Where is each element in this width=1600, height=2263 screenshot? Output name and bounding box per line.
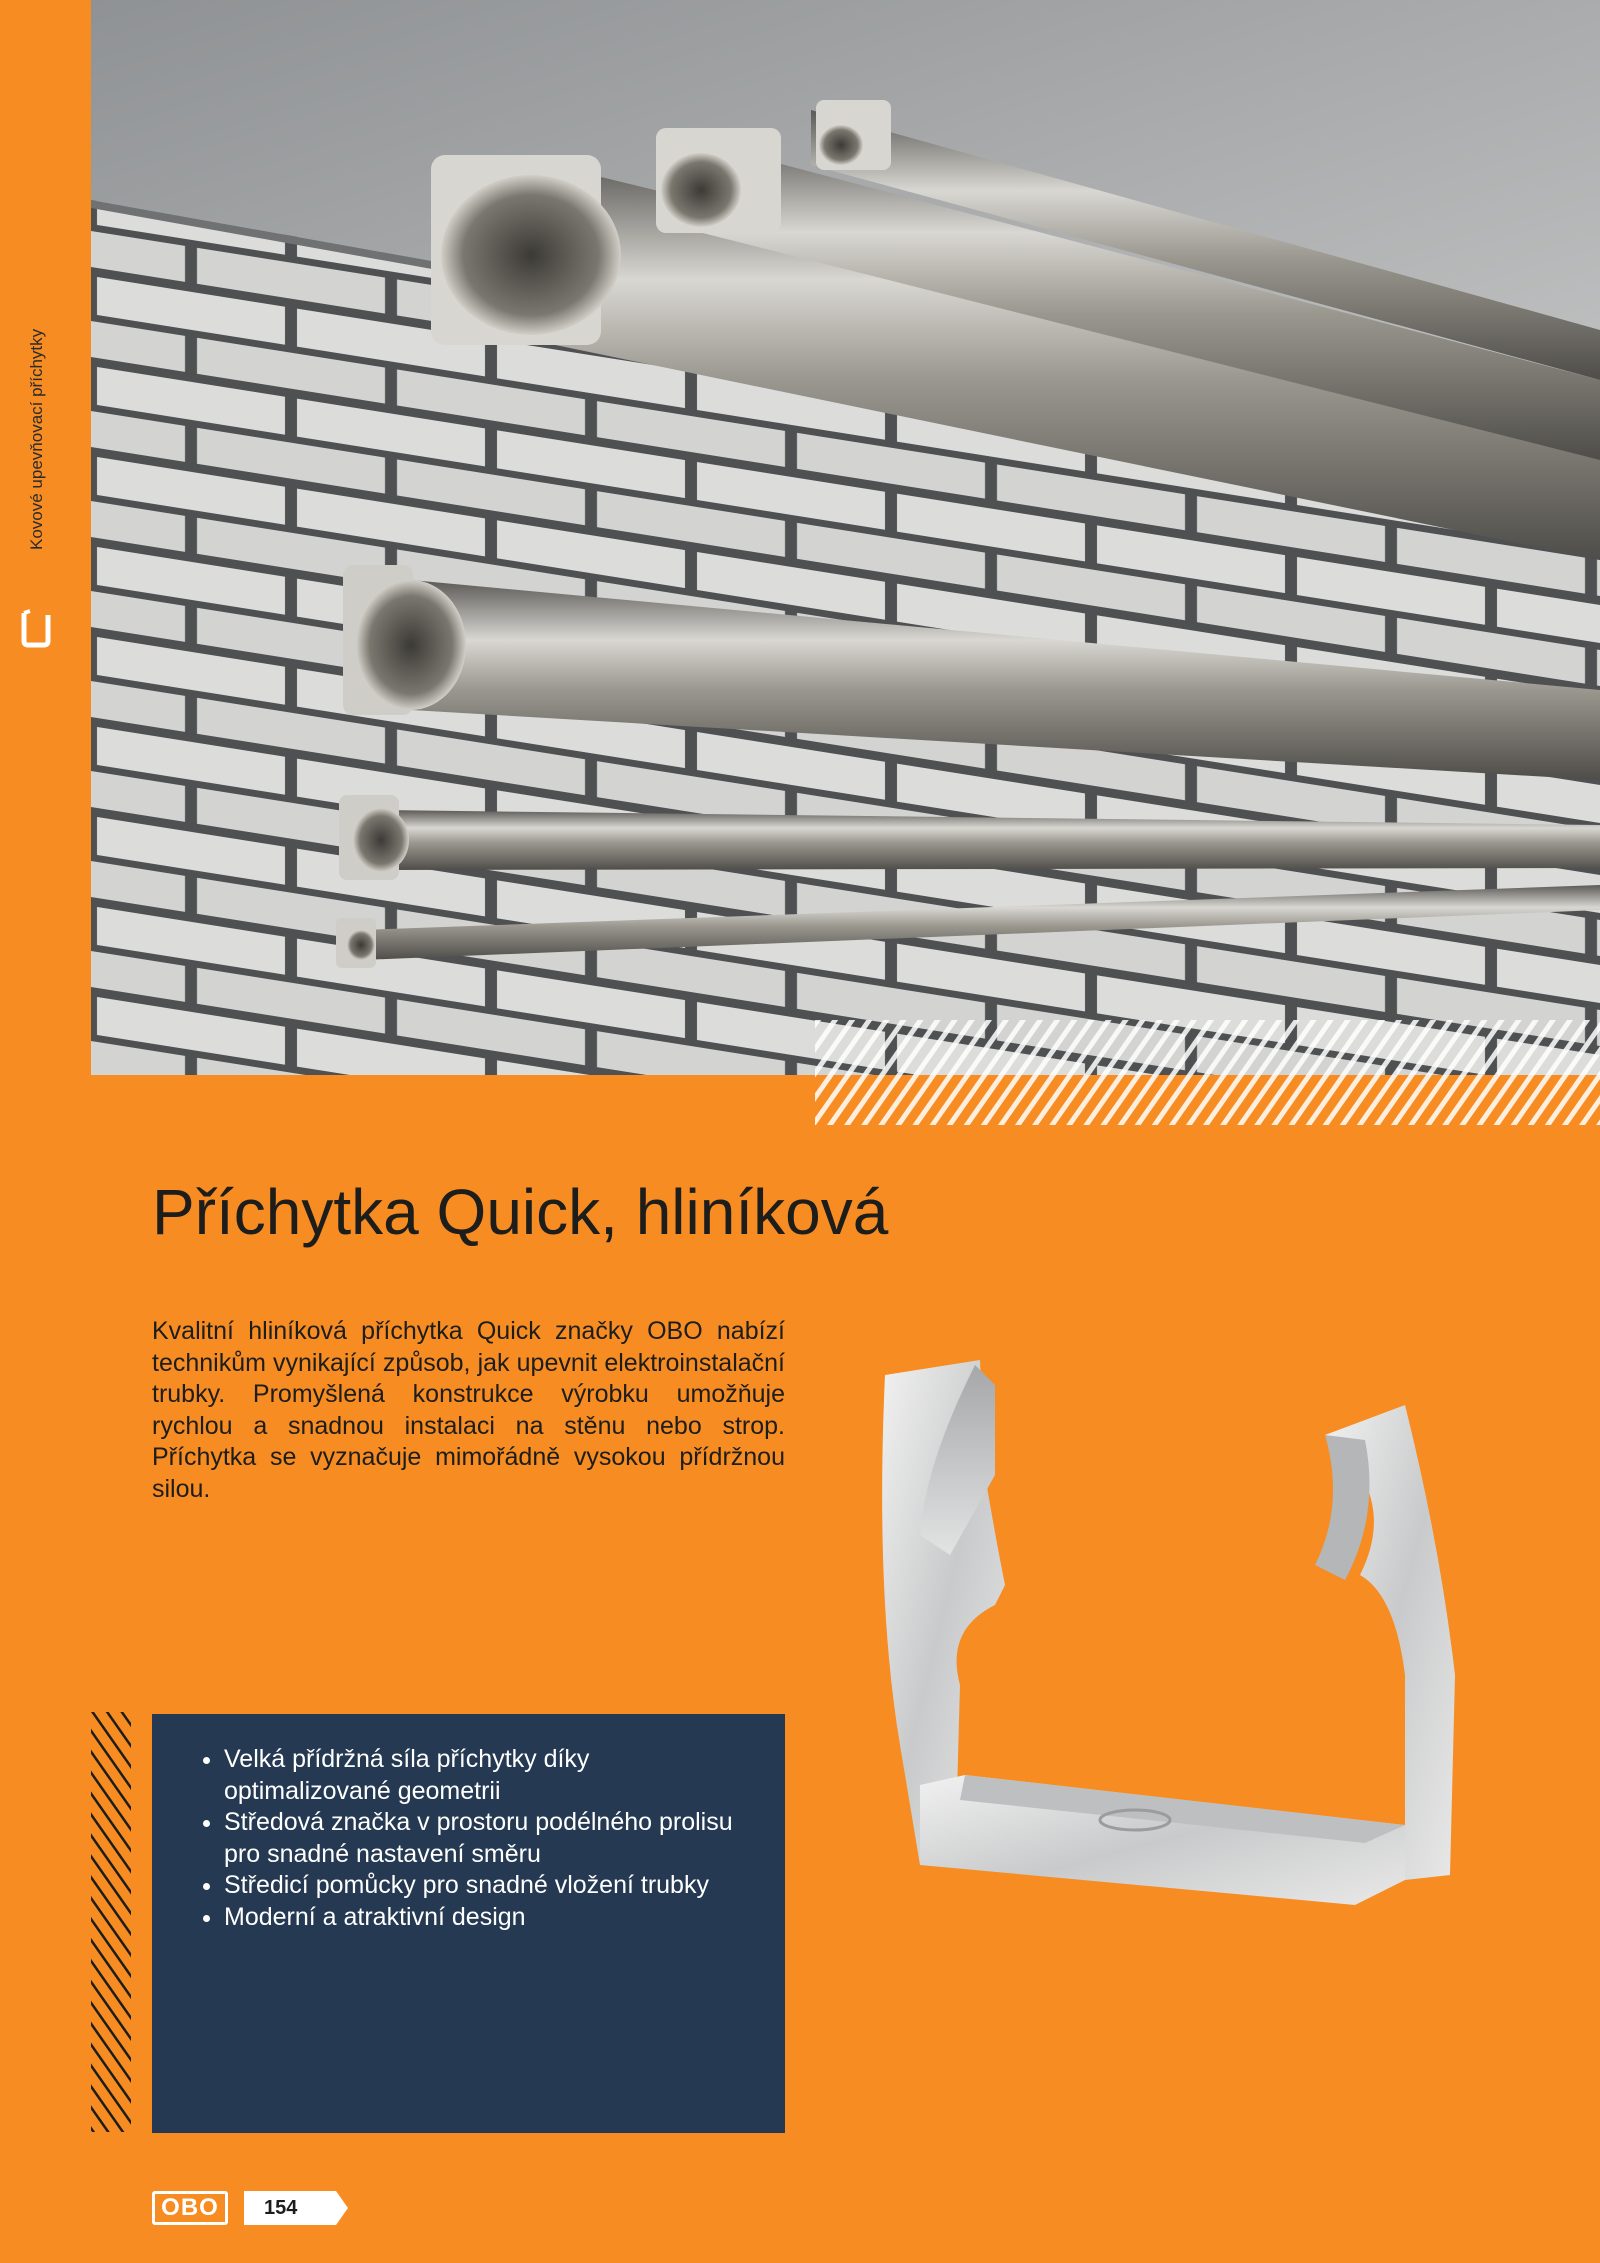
feature-item: • Moderní a atraktivní design: [224, 1902, 755, 1934]
feature-item: • Středová značka v prostoru podélného prolisu pro snadné nastavení směru: [224, 1807, 755, 1870]
page-number-tab: [244, 2191, 348, 2225]
page-title: Příchytka Quick, hliníková: [152, 1176, 889, 1248]
hero-photo: [91, 0, 1600, 1075]
feature-box: [152, 1714, 785, 2133]
obo-logo: OBO: [152, 2191, 228, 2225]
clip-icon: [18, 605, 52, 651]
side-hatch-decoration: [91, 1712, 131, 2132]
feature-item: • Velká přídržná síla příchytky díky optimalizované geometrii: [224, 1744, 755, 1807]
feature-item: • Středicí pomůcky pro snadné vložení trubky: [224, 1870, 755, 1902]
hatch-decoration: [815, 1020, 1600, 1125]
feature-list: [190, 1744, 755, 1933]
intro-paragraph: Kvalitní hliníková příchytka Quick značky OBO nabízí technikům vynikající způsob, jak upevnit elektroinstalační trubky. Promyšlená konstrukce výrobku umožňuje rychlou a snadnou instalaci na stěnu nebo strop. Příchytka se vyznačuje mimořádně vysokou přídržnou silou.: [152, 1317, 785, 1503]
section-label: Kovové upevňovací příchytky: [27, 328, 46, 550]
product-image: [845, 1345, 1465, 1925]
page-number: 154: [264, 2197, 298, 2219]
